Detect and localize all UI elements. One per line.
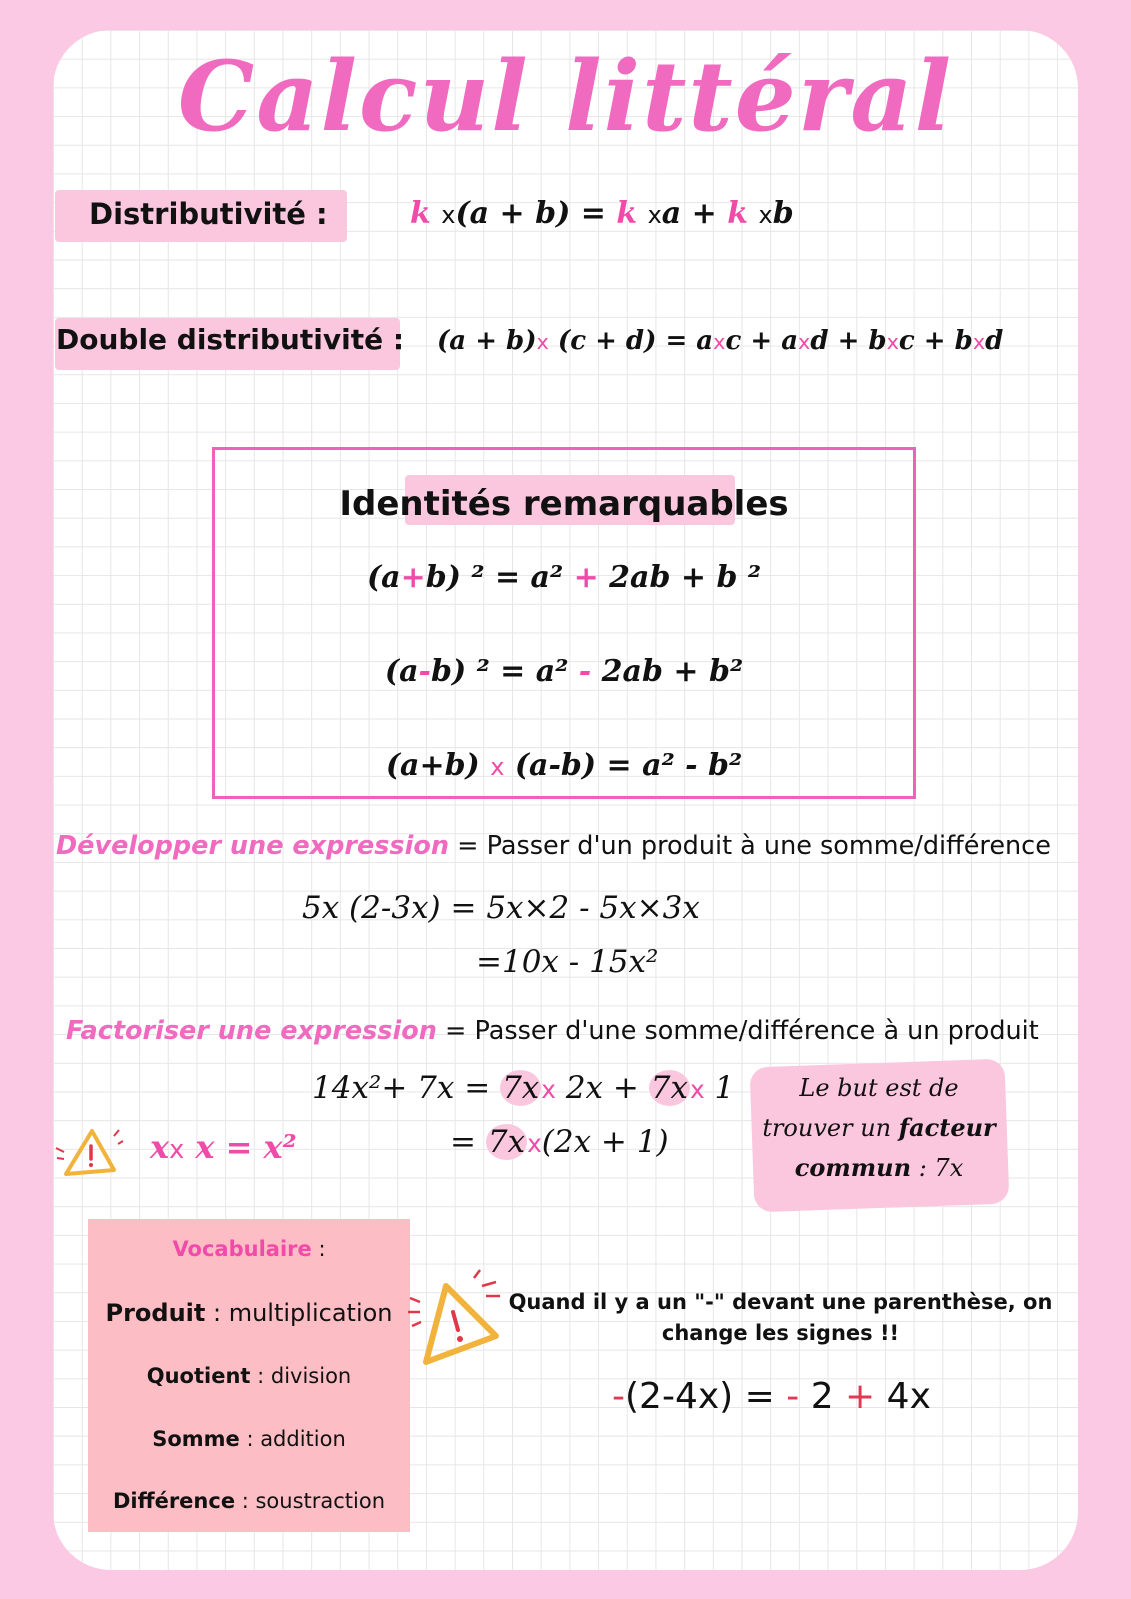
double-distributivite-label: Double distributivité : [56,323,405,356]
identity-square-sum: (a+b) ² = a² + 2ab + b ² [366,560,762,595]
sign-change-note: Quand il y a un "-" devant une parenthèse, on change les signes !! [508,1290,1053,1345]
develop-example-line1: 5x (2-3x) = 5x×2 - 5x×3x [302,890,700,926]
rule-x-times-x: xx x = x² [150,1128,297,1166]
vocab-item: Quotient : division [146,1364,352,1388]
identity-square-diff: (a-b) ² = a² - 2ab + b² [384,654,744,689]
factor-example-line2: = 7xx(2x + 1) [450,1124,669,1160]
factor-example-line1: 14x²+ 7x = 7xx 2x + 7xx 1 [312,1070,735,1106]
vocab-item: Somme : addition [152,1427,346,1451]
identity-product: (a+b) x (a-b) = a² - b² [385,748,743,783]
warning-triangle-icon [408,1268,508,1368]
goal-note: Le but est de trouver un facteur commun : 7x [762,1074,996,1182]
factor-definition: Factoriser une expression = Passer d'une somme/différence à un produit [66,1016,1039,1046]
vocab-item: Produit : multiplication [105,1299,393,1327]
vocabulary-title: Vocabulaire [172,1237,312,1261]
distributivite-formula: k x(a + b) = k xa + k xb [410,196,794,231]
identities-title: Identités remarquables [339,484,789,524]
distributivite-label: Distributivité : [89,197,328,231]
page-title: Calcul littéral [177,40,954,153]
develop-definition: Développer une expression = Passer d'un produit à une somme/différence [56,831,1051,861]
vocab-item: Différence : soustraction [112,1489,386,1513]
double-distributivite-formula: (a + b)x (c + d) = axc + axd + bxc + bxd [437,326,1004,356]
warning-triangle-icon [54,1122,124,1182]
vocabulary-box: Vocabulaire : Produit : multiplication Quotient : division Somme : addition Différence : soustraction [88,1219,410,1532]
sign-change-example: -(2-4x) = - 2 + 4x [612,1376,931,1417]
develop-example-line2: =10x - 15x² [476,944,659,980]
